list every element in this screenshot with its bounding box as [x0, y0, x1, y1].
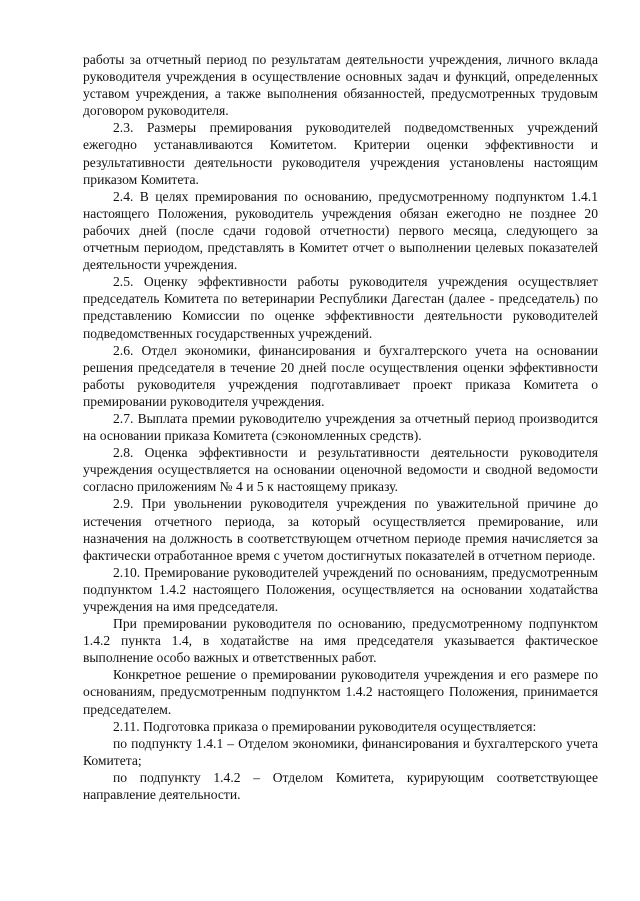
paragraph-2-3: 2.3. Размеры премирования руководителей подведомственных учреждений ежегодно устанавливаются Комитетом. Критерии оценки эффективности и результативности деятельности руководителя учреждения установлены настоящим приказом Комитета. [83, 120, 598, 187]
paragraph-2-5: 2.5. Оценку эффективности работы руководителя учреждения осуществляет председатель Комитета по ветеринарии Республики Дагестан (далее - председатель) по представлению Комиссии по оценке эффективности деятельности руководителей подведомственных государственных учреждений. [83, 274, 598, 341]
paragraph-2-11-item-1: по подпункту 1.4.1 – Отделом экономики, финансирования и бухгалтерского учета Комитета; [83, 735, 598, 768]
paragraph-2-11-item-2: по подпункту 1.4.2 – Отделом Комитета, курирующим соответствующее направление деятельности. [83, 769, 598, 803]
paragraph-2-11: 2.11. Подготовка приказа о премировании руководителя осуществляется: [113, 718, 537, 734]
document-body [83, 51, 598, 803]
paragraph-2-4: 2.4. В целях премирования по основанию, предусмотренному подпунктом 1.4.1 настоящего Положения, руководитель учреждения обязан ежегодно не позднее 20 рабочих дней (после сдачи годовой отчетности) первого месяца, следующего за отчетным периодом, представлять в Комитет отчет о выполнении целевых показателей деятельности учреждения. [83, 188, 598, 273]
paragraph-continuation: работы за отчетный период по результатам деятельности учреждения, личного вклада руководителя учреждения в осуществление основных задач и функций, определенных уставом учреждения, а также выполнения обязанностей, предусмотренных трудовым договором руководителя. [83, 52, 598, 119]
paragraph-2-7: 2.7. Выплата премии руководителю учреждения за отчетный период производится на основании приказа Комитета (сэкономленных средств). [83, 410, 598, 444]
paragraph-2-6: 2.6. Отдел экономики, финансирования и бухгалтерского учета на основании решения председателя в течение 20 дней после осуществления оценки эффективности работы руководителя учреждения подготавливает проект приказа Комитета о премировании руководителя учреждения. [83, 342, 598, 409]
paragraph-2-10-detail: При премировании руководителя по основанию, предусмотренному подпунктом 1.4.2 пункта 1.4, в ходатайстве на имя председателя указывается фактическое выполнение особо важных и ответственных работ. [83, 616, 598, 666]
paragraph-2-10-decision: Конкретное решение о премировании руководителя учреждения и его размере по основаниям, предусмотренным подпунктом 1.4.2 настоящего Положения, принимается председателем. [83, 667, 598, 717]
paragraph-2-9: 2.9. При увольнении руководителя учреждения по уважительной причине до истечения отчетного периода, за который осуществляется премирование, или назначения на должность в соответствующем отчетном периоде премия начисляется за фактически отработанное время с учетом достигнутых показателей в отчетном периоде. [83, 496, 598, 563]
paragraph-2-8: 2.8. Оценка эффективности и результативности деятельности руководителя учреждения осуществляется на основании оценочной ведомости и сводной ведомости согласно приложениям № 4 и 5 к настоящему приказу. [83, 445, 598, 495]
paragraph-2-10: 2.10. Премирование руководителей учреждений по основаниям, предусмотренным подпунктом 1.4.2 настоящего Положения, осуществляется на основании ходатайства учреждения на имя председателя. [83, 564, 598, 614]
